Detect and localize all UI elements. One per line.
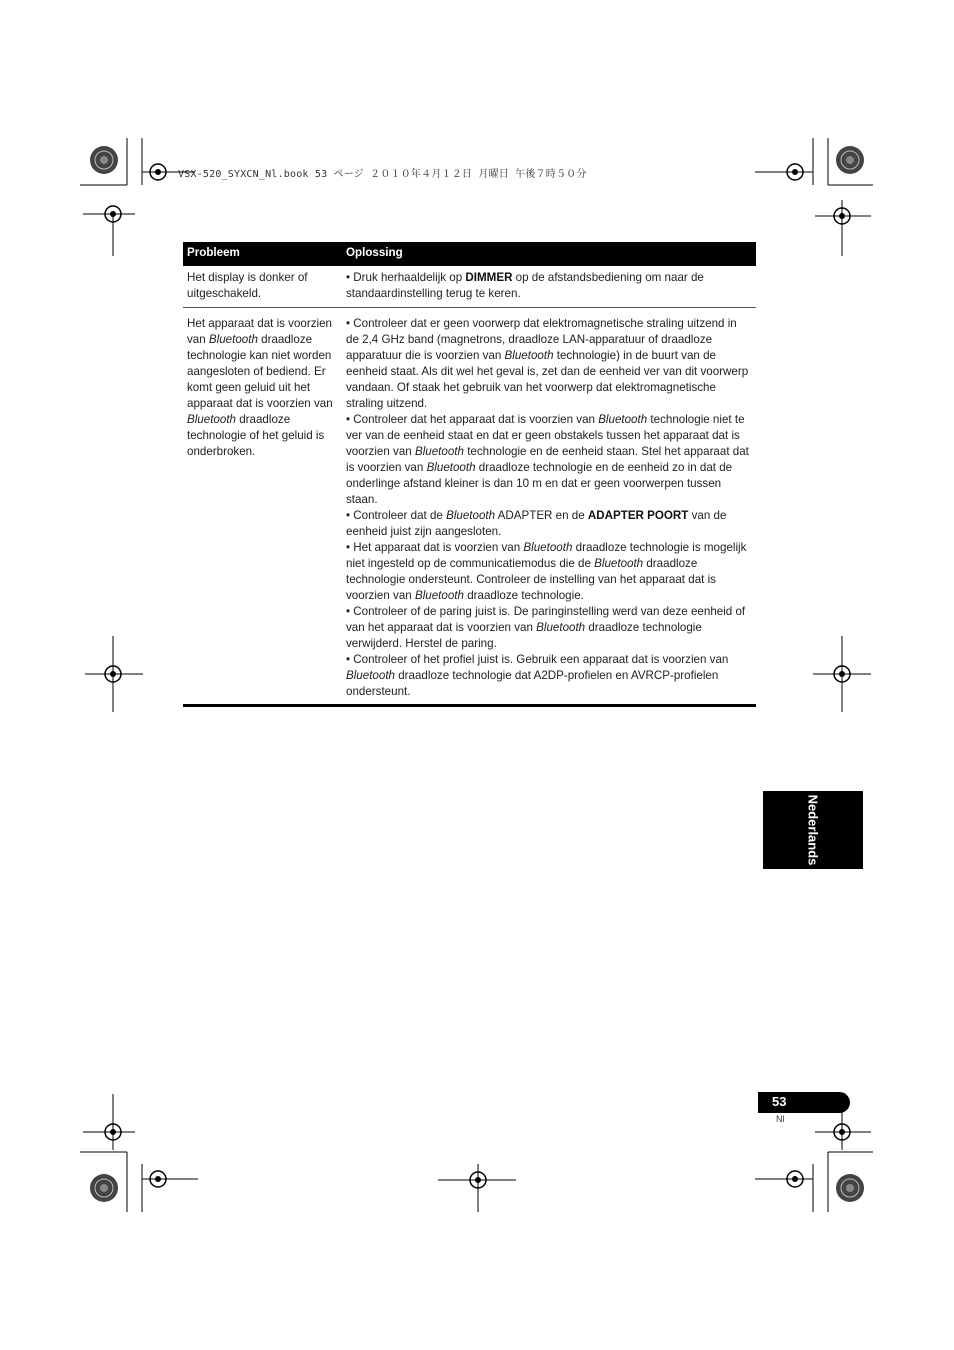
solution-item: • Druk herhaaldelijk op DIMMER op de afstandsbediening om naar de standaardinstelling terug te keren. — [346, 271, 704, 300]
solution-item: • Controleer dat de Bluetooth ADAPTER en de ADAPTER POORT van de eenheid juist zijn aangesloten. — [346, 509, 727, 538]
column-header-solution: Oplossing — [342, 242, 756, 266]
page-language-code: Nl — [776, 1114, 785, 1124]
print-header-line: VSX-520_SYXCN_Nl.book 53 ページ ２０１０年４月１２日 月曜日 午後７時５０分 — [178, 169, 587, 180]
registration-mark-mid-left — [85, 636, 145, 714]
page-number: 53 — [772, 1094, 787, 1109]
language-side-tab — [763, 791, 863, 869]
solution-cell — [342, 266, 756, 308]
troubleshooting-table — [183, 242, 756, 707]
table-row — [183, 266, 756, 308]
table-row — [183, 308, 756, 706]
column-header-problem: Probleem — [183, 242, 342, 266]
problem-cell: Het display is donker of uitgeschakeld. — [183, 266, 342, 308]
registration-mark-bottom-left — [80, 1094, 200, 1214]
problem-cell: Het apparaat dat is voorzien van Bluetooth draadloze technologie kan niet worden aangesloten of bediend. Er komt geen geluid uit het apparaat dat is voorzien van Bluetooth draadloze technologie of het geluid is onderbroken. — [183, 308, 342, 706]
solution-cell — [342, 308, 756, 706]
solution-item: • Het apparaat dat is voorzien van Bluetooth draadloze technologie is mogelijk niet ingesteld op de communicatiemodus die de Bluetooth draadloze technologie ondersteunt. Controleer de instelling van het apparaat dat is voorzien van Bluetooth draadloze technologie. — [346, 541, 747, 602]
registration-mark-bottom-center — [438, 1164, 518, 1214]
registration-mark-top-right — [755, 138, 875, 258]
language-label: Nederlands — [805, 794, 821, 866]
registration-mark-mid-right — [813, 636, 873, 714]
table-header-row — [183, 242, 756, 266]
solution-item: • Controleer of het profiel juist is. Gebruik een apparaat dat is voorzien van Bluetooth draadloze technologie dat A2DP-profielen en AVRCP-profielen ondersteunt. — [346, 653, 729, 698]
page-number-badge — [758, 1092, 850, 1113]
solution-item: • Controleer of de paring juist is. De paringinstelling werd van deze eenheid of van het apparaat dat is voorzien van Bluetooth draadloze technologie verwijderd. Herstel de paring. — [346, 605, 746, 650]
solution-item: • Controleer dat er geen voorwerp dat elektromagnetische straling uitzend in de 2,4 GHz band (magnetrons, draadloze LAN-apparatuur of draadloze apparatuur die is voorzien van Bluetooth technologie) in de buurt van de eenheid staat. Als dit wel het geval is, zet dan de eenheid ver van dit voorwerp vandaan. Of staak het gebruik van het voorwerp dat elektromagnetische straling uitzend. — [346, 317, 749, 410]
solution-item: • Controleer dat het apparaat dat is voorzien van Bluetooth technologie niet te ver van de eenheid staat en dat er geen obstakels tussen het apparaat dat is voorzien van Bluetooth technologie en de eenheid staan. Stel het apparaat dat is voorzien van Bluetooth draadloze technologie en de eenheid zo in dat de onderlinge afstand kleiner is dan 10 m en dat er geen voorwerpen tussen staan. — [346, 413, 749, 506]
registration-mark-top-left — [80, 138, 210, 258]
